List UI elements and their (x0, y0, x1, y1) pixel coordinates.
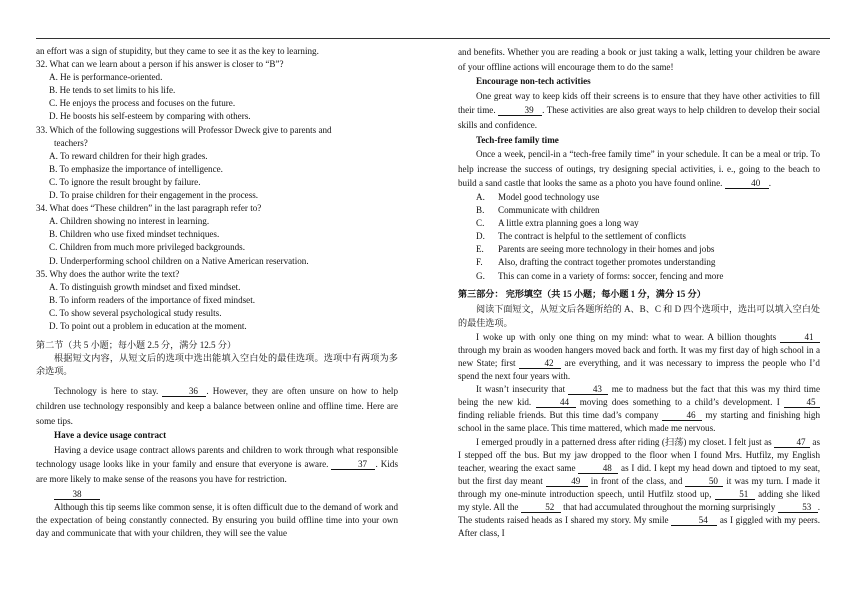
text-run: . Kids are more likely to make sense of the reasons you have for restriction. (36, 459, 398, 484)
text-run: as I stepped off the bus. But my jaw dropped to the floor when I found Mrs. Hutfilz, my English teacher, wearing the exact same (458, 436, 820, 473)
text-run: me to madness but the fact that this was my third time being the new kid. (458, 384, 820, 408)
blank-38[interactable]: 38 (54, 489, 100, 500)
text-run: that had accumulated throughout the morning surprisingly (560, 502, 778, 512)
text-run: One great way to keep kids off their screens is to ensure that they have other activities to fill their time. (458, 90, 820, 116)
option-a: A. To reward children for their high grades. (49, 150, 208, 161)
subheading-tech-free: Tech-free family time (476, 134, 559, 145)
blank-37[interactable]: 37 (331, 459, 375, 470)
text-run: . (768, 178, 771, 189)
option-letter: B. (476, 205, 485, 216)
text-run: I woke up with only one thing on my mind: what to wear. A billion thoughts (476, 331, 780, 342)
list-item (458, 191, 820, 204)
option-text: Also, drafting the contract together promotes understanding (498, 257, 716, 268)
passage-paragraph-4 (458, 89, 820, 133)
left-column (36, 45, 398, 540)
question-35 (36, 268, 398, 333)
question-33 (36, 124, 398, 203)
section2-title: 第二节（共 5 小题；每小题 2.5 分，满分 12.5 分） (36, 340, 237, 351)
option-b: B. Children who use fixed mindset techniques. (49, 229, 220, 240)
continuation-paragraph: and benefits. Whether you are reading a book or just taking a walk, letting your children be aware of your offline actions will encourage them to do the same! (458, 47, 820, 72)
option-text: This can come in a variety of forms: soccer, fencing and more (498, 270, 724, 281)
option-c: C. To ignore the result brought by failure. (49, 176, 201, 187)
list-item (458, 243, 820, 256)
passage-paragraph-1 (36, 384, 398, 428)
blank-54[interactable]: 54 (671, 515, 717, 526)
list-item (458, 270, 820, 283)
question-stem (36, 124, 398, 137)
option-c: C. He enjoys the process and focuses on the future. (49, 98, 236, 109)
option-text: Parents are seeing more technology in their homes and jobs (498, 244, 715, 255)
list-item (458, 230, 820, 243)
option-a: A. He is performance-oriented. (49, 72, 163, 83)
blank-42[interactable]: 42 (519, 358, 561, 369)
option-text: The contract is helpful to the settlement of conflicts (498, 231, 686, 242)
text-run: It wasn’t insecurity that (476, 384, 569, 395)
blank-39[interactable]: 39 (498, 105, 542, 116)
blank-49[interactable]: 49 (546, 476, 588, 487)
blank-51[interactable]: 51 (715, 489, 755, 500)
option-text: A little extra planning goes a long way (498, 218, 639, 229)
option-d: D. To point out a problem in education at the moment. (49, 320, 247, 331)
passage-paragraph-3: Although this tip seems like common sense, it is often difficult due to the demand of work and the expectation of being constantly connected. By ensuring you build offline time into your own day and communicate that with your children, they will see the value (36, 502, 398, 539)
section2-instructions: 根据短文内容，从短文后的选项中选出能填入空白处的最佳选项。选项中有两项为多余选项。 (36, 353, 398, 377)
option-letter: C. (476, 218, 485, 229)
option-c: C. Children from much more privileged backgrounds. (49, 242, 245, 253)
passage-paragraph-5 (458, 147, 820, 191)
blank-53[interactable]: 53 (778, 502, 818, 513)
text-run: . However, they are often unsure on how to help children use technology responsibly and keep a balance between online and offline time. Here are some tips. (36, 386, 398, 426)
list-item (458, 256, 820, 269)
question-stem: 32. What can we learn about a person if his answer is closer to “B”? (36, 59, 284, 70)
text-run: my starting and finishing high school in the same place. This time mattered, which made me nervous. (458, 410, 820, 434)
option-a: A. To distinguish growth mindset and fixed mindset. (49, 281, 241, 292)
text-run: as I giggled with my peers. After class, I (458, 515, 820, 539)
option-b: B. To emphasize the importance of intelligence. (49, 163, 223, 174)
continuation-line: an effort was a sign of stupidity, but they came to see it as the key to learning. (36, 46, 319, 56)
cloze-paragraph-3 (458, 436, 820, 541)
blank-43[interactable]: 43 (568, 384, 608, 395)
option-letter: A. (476, 191, 485, 202)
option-text: Communicate with children (498, 205, 600, 216)
text-run: . These activities are also great ways to help children to develop their social skills and confidence. (458, 105, 821, 130)
question-34 (36, 202, 398, 267)
text-run: in front of the class, and (587, 475, 686, 486)
text-run: I emerged proudly in a patterned dress after riding (扫荡) my closet. I felt just as (476, 436, 775, 447)
option-c: C. To show several psychological study results. (49, 307, 222, 318)
question-32 (36, 58, 398, 123)
option-b: B. To inform readers of the importance of fixed mindset. (49, 294, 256, 305)
question-stem: 34. What does “These children” in the last paragraph refer to? (36, 203, 262, 214)
list-item (458, 217, 820, 230)
subheading-device-contract: Have a device usage contract (54, 430, 167, 441)
text-run: Technology is here to stay. (54, 386, 163, 397)
option-list (458, 191, 820, 283)
option-d: D. Underperforming school children on a Native American reservation. (49, 255, 309, 266)
question-stem-line1: 33. Which of the following suggestions will Professor Dweck give to parents and (36, 124, 332, 135)
blank-45[interactable]: 45 (784, 397, 820, 408)
right-column (458, 45, 820, 540)
text-run: through my brain as wooden hangers moved back and forth. It was my first day of high school in a new State; first (458, 344, 820, 368)
option-letter: G. (476, 270, 485, 281)
blank-50[interactable]: 50 (685, 476, 723, 487)
question-stem: 35. Why does the author write the text? (36, 268, 180, 279)
blank-52[interactable]: 52 (521, 502, 561, 513)
option-a: A. Children showing no interest in learning. (49, 216, 210, 227)
text-run: moving does something to a child’s development. I (575, 397, 785, 408)
section3-instructions: 阅读下面短文，从短文后各题所给的 A、B、C 和 D 四个选项中，选出可以填入空白处的最佳选项。 (458, 303, 820, 329)
passage-paragraph-2 (36, 443, 398, 487)
blank-41[interactable]: 41 (780, 332, 820, 343)
option-letter: E. (476, 244, 484, 255)
text-run: Once a week, pencil-in a “tech-free family time” in your schedule. It can be a meal or trip. To help increase the success of outings, try designing special activities, i. e., going to the beach to build a sand castle that looks the same as a photo you have found online. (458, 149, 820, 189)
blank-48[interactable]: 48 (578, 463, 618, 474)
option-letter: D. (476, 231, 485, 242)
option-b: B. He tends to set limits to his life. (49, 85, 176, 96)
blank-44[interactable]: 44 (536, 397, 576, 408)
cloze-paragraph-2 (458, 383, 820, 435)
option-d: D. To praise children for their engagement in the process. (49, 190, 259, 201)
cloze-paragraph-1 (458, 331, 820, 383)
blank-47[interactable]: 47 (774, 437, 810, 448)
header-rule (36, 38, 830, 39)
question-stem-line2: teachers? (54, 137, 88, 148)
section3-title: 第三部分： 完形填空（共 15 小题；每小题 1 分，满分 15 分） (458, 288, 706, 299)
option-letter: F. (476, 257, 483, 268)
blank-38-line (36, 487, 398, 502)
blank-46[interactable]: 46 (662, 410, 702, 421)
blank-40[interactable]: 40 (725, 178, 769, 189)
subheading-non-tech: Encourage non-tech activities (476, 76, 591, 87)
text-run: finding reliable friends. But this time dad’s company (458, 410, 662, 421)
text-run: adding she liked my style. All the (458, 488, 820, 512)
text-run: are everything, and it was necessary to impress the people who I’d spend the next four years with. (458, 357, 820, 382)
text-run: . The students raised heads as I shared my story. My smile (458, 502, 821, 526)
text-run: Having a device usage contract allows parents and children to work through what responsible technology usage looks like in your family and ensure that everyone is aware. (36, 444, 398, 470)
list-item (458, 204, 820, 217)
blank-36[interactable]: 36 (162, 386, 206, 397)
option-d: D. He boosts his self-esteem by comparing with others. (49, 111, 251, 122)
text-run: as I did. I kept my head down and tiptoed to my seat, but the first day meant (458, 462, 820, 486)
text-run: it was my turn. I made it through my one-minute introduction speech, until Hutfilz stood up, (458, 475, 820, 499)
option-text: Model good technology use (498, 191, 600, 202)
